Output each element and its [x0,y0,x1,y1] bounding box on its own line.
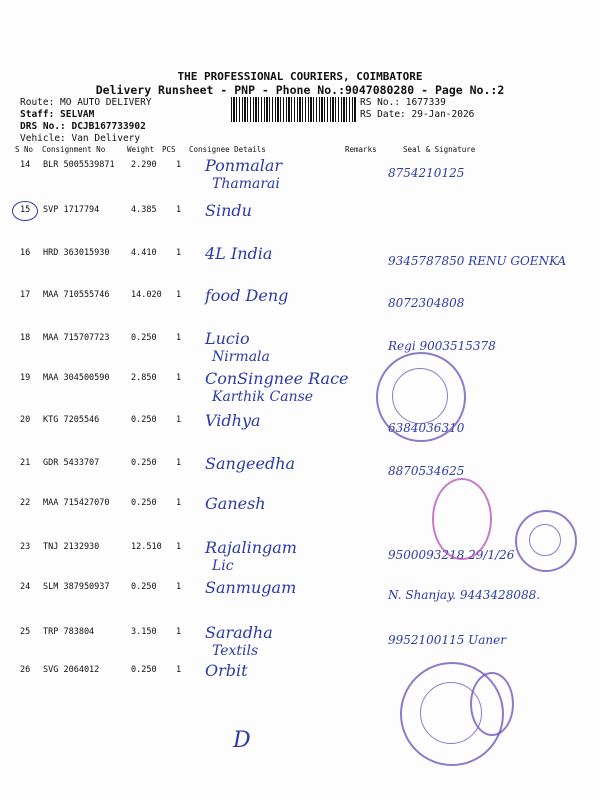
row-sno: 25 [20,627,31,637]
table-row [0,329,600,365]
vehicle-label: Vehicle: Van Delivery [20,133,141,144]
consignee-name-2: Thamarai [212,176,280,192]
consignee-name-2: Textils [212,643,259,659]
row-pcs: 1 [176,665,182,675]
row-consignment: KTG 7205546 [43,415,100,425]
row-pcs: 1 [176,458,182,468]
row-sno: 22 [20,498,31,508]
row-weight: 0.250 [131,665,157,675]
lic-stamp [515,510,577,572]
row-sno: 14 [20,160,31,170]
table-row [0,538,600,574]
drs-label: DRS No.: DCJB167733902 [20,121,146,132]
row-consignment: MAA 304500590 [43,373,110,383]
row-weight: 0.250 [131,582,157,592]
row-pcs: 1 [176,248,182,258]
row-consignment: MAA 715707723 [43,333,110,343]
row-consignment: TRP 783804 [43,627,95,637]
consignee-name: food Deng [205,286,289,305]
row-pcs: 1 [176,333,182,343]
row-pcs: 1 [176,542,182,552]
signature: Regi 9003515378 [388,339,496,353]
row-weight: 4.385 [131,205,157,215]
signature: 9345787850 RENU GOENKA [388,254,567,268]
consignee-name: Saradha [205,623,273,642]
table-row [0,369,600,405]
runsheet-subtitle: Delivery Runsheet - PNP - Phone No.:9047080280 - Page No.:2 [95,83,505,97]
row-pcs: 1 [176,205,182,215]
row-weight: 2.290 [131,160,157,170]
signature: N. Shanjay. 9443428088. [388,588,541,602]
col-remarks: Remarks [345,145,377,154]
row-sno: 21 [20,458,31,468]
signature: 8754210125 [388,166,465,180]
row-weight: 0.250 [131,498,157,508]
table-row [0,494,600,518]
row-sno: 20 [20,415,31,425]
signature: 9500093218 29/1/26 [388,548,515,562]
row-weight: 0.250 [131,415,157,425]
row-consignment: TNJ 2132930 [43,542,100,552]
row-pcs: 1 [176,160,182,170]
row-consignment: SVG 2064012 [43,665,100,675]
footer-mark: D [233,728,251,753]
orbit-stamp-side [470,672,514,736]
table-row [0,661,600,685]
signature: 9952100115 Uaner [388,633,506,647]
rs-date: RS Date: 29-Jan-2026 [360,109,475,120]
row-consignment: BLR 5005539871 [43,160,115,170]
route-label: Route: MO AUTO DELIVERY [20,97,152,108]
row-consignment: HRD 363015930 [43,248,110,258]
signature: 6384036310 [388,421,465,435]
consignee-name: Ganesh [205,494,266,513]
row-pcs: 1 [176,627,182,637]
table-row [0,623,600,659]
consignee-name: Ponmalar [205,156,283,175]
row-consignment: SLM 387950937 [43,582,110,592]
row-pcs: 1 [176,290,182,300]
row-weight: 4.410 [131,248,157,258]
table-row [0,156,600,192]
row-weight: 12.510 [131,542,162,552]
signature: 8072304808 [388,296,465,310]
consignee-name: Sanmugam [205,578,297,597]
row-sno: 26 [20,665,31,675]
consignee-name: 4L India [205,244,273,263]
consignee-name: Lucio [205,329,250,348]
consignee-name: ConSingnee Race [205,369,349,388]
row-sno: 15 [20,205,31,215]
row-consignment: MAA 710555746 [43,290,110,300]
row-weight: 0.250 [131,458,157,468]
consignee-name: Rajalingam [205,538,297,557]
row-sno: 23 [20,542,31,552]
col-seal: Seal & Signature [403,145,476,154]
consignee-name-2: Nirmala [212,349,270,365]
row-sno: 17 [20,290,31,300]
row-consignment: GDR 5433707 [43,458,100,468]
col-pcs: PCS [162,145,176,154]
row-weight: 0.250 [131,333,157,343]
row-weight: 3.150 [131,627,157,637]
row-sno: 18 [20,333,31,343]
row-sno: 24 [20,582,31,592]
rs-number: RS No.: 1677339 [360,97,446,108]
circled-sno-mark [12,201,38,221]
company-title: THE PROFESSIONAL COURIERS, COIMBATORE [177,70,423,83]
staff-label: Staff: SELVAM [20,109,95,120]
consignee-name-2: Karthik Canse [212,389,314,405]
table-row [0,244,600,268]
consignee-name: Sangeedha [205,454,296,473]
row-consignment: SVP 1717794 [43,205,100,215]
consignee-name-2: Lic [212,558,234,574]
table-row [0,201,600,225]
col-sno: S No [15,145,34,154]
row-pcs: 1 [176,498,182,508]
consignee-name: Vidhya [205,411,261,430]
col-consignee: Consignee Details [189,145,266,154]
row-pcs: 1 [176,415,182,425]
row-pcs: 1 [176,373,182,383]
courier-stamp [376,352,466,442]
row-sno: 19 [20,373,31,383]
limited-stamp [432,478,492,560]
row-weight: 2.850 [131,373,157,383]
col-weight: Weight [127,145,155,154]
row-sno: 16 [20,248,31,258]
consignee-name: Orbit [205,661,248,680]
table-row [0,578,600,602]
row-weight: 14.020 [131,290,162,300]
table-row [0,411,600,435]
signature: 8870534625 [388,464,465,478]
row-pcs: 1 [176,582,182,592]
col-consignment: Consignment No [42,145,106,154]
table-row [0,454,600,478]
row-consignment: MAA 715427070 [43,498,110,508]
barcode [231,97,357,122]
consignee-name: Sindu [205,201,252,220]
table-row [0,286,600,310]
